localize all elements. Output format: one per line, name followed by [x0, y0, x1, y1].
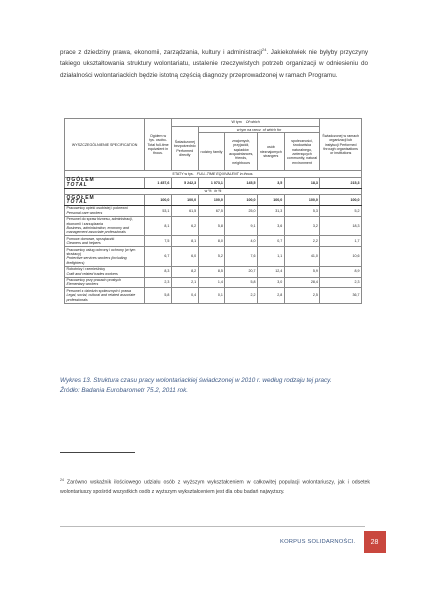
table-cell: 8,5 — [198, 266, 225, 277]
row-label — [65, 216, 145, 236]
row-label-en: Craft and related trades workers — [66, 271, 118, 276]
table-cell: 8,2 — [171, 266, 198, 277]
footer-title: KORPUS SOLIDARNOŚCI. — [280, 539, 356, 545]
total-pct-cell: 100,0 — [198, 195, 225, 206]
total-abs-cell: 215,3 — [320, 177, 362, 188]
data-table-figure — [64, 118, 362, 370]
table-cell: 41,0 — [284, 247, 320, 267]
table-row — [65, 216, 362, 236]
table-cell: 2,3 — [320, 277, 362, 288]
table-cell: 36,7 — [320, 288, 362, 303]
row-label-pl: Pracownicy przy pracach prostych — [66, 278, 122, 283]
total-pct-label — [65, 195, 145, 206]
row-label-pl: Pracownicy usług ochrony i ochrony (w tym strażacy) — [66, 247, 136, 256]
table-cell: 5,3 — [284, 205, 320, 216]
table-cell: 7,5 — [145, 236, 172, 247]
total-pct-cell: 100,0 — [225, 195, 258, 206]
table-cell: 5,8 — [198, 216, 225, 236]
footnote-text: Zarówno wskaźnik ilościowego udziału osób z wyższym wykształceniem w całkowitej populacji wolontariuszy, jak i odsetek wolontariuszy spośród wszystkich osób z wyższym wykształceniem jest dla obu badań najwyższy. — [60, 479, 370, 496]
table-cell: 4,0 — [225, 236, 258, 247]
total-pct-cell: 100,0 — [258, 195, 285, 206]
table-row — [65, 247, 362, 267]
table-cell: 8,1 — [145, 216, 172, 236]
table-cell: 2,5 — [284, 288, 320, 303]
table-cell: 53,1 — [145, 205, 172, 216]
table-row — [65, 266, 362, 277]
table-cell: 20,7 — [225, 266, 258, 277]
intro-text: prace z dziedziny prawa, ekonomii, zarządzania, kultury i administracji — [60, 49, 263, 57]
table-cell: 5,2 — [320, 205, 362, 216]
footnote-divider — [60, 452, 135, 453]
total-abs-cell: 18,3 — [284, 177, 320, 188]
row-label-en: Cleaners and helpers — [66, 241, 101, 246]
table-cell: 8,3 — [145, 266, 172, 277]
table-cell: 12,4 — [258, 266, 285, 277]
data-table — [64, 118, 362, 304]
col-header-6: Świadczonej w ramach organizacji lub instytucji Performed through organisations or institutions — [320, 119, 362, 171]
sub-ofwhich-label: of which for — [262, 127, 282, 132]
row-label-pl: Robotnicy i rzemieślnicy — [66, 267, 106, 272]
pct-label-en: in % — [214, 189, 222, 194]
total-abs-cell: 3,5 — [258, 177, 285, 188]
table-cell: 0,7 — [258, 236, 285, 247]
table-cell: 3,2 — [284, 216, 320, 236]
table-cell: 25,0 — [225, 205, 258, 216]
row-label-en: Elementary workers — [66, 282, 99, 287]
col-header-3: znajomych, przyjaciół, sąsiadów acquaintances, friends, neighbours — [225, 133, 258, 171]
row-label-en: Legal, social, cultural and related associate professionals — [66, 293, 136, 302]
table-cell: 7,6 — [225, 247, 258, 267]
total-abs-cell: 1 073,1 — [198, 177, 225, 188]
table-row — [65, 277, 362, 288]
table-row — [65, 236, 362, 247]
table-cell: 3,6 — [258, 216, 285, 236]
row-label — [65, 205, 145, 216]
col-header-5: społeczności, środowiska naturalnego, zwierzęcych community, natural environment — [284, 133, 320, 171]
total-absolute-row — [65, 177, 362, 188]
stub-header: WYSZCZEGÓLNIENIE SPECIFICATION — [65, 119, 145, 171]
table-cell: 8,0 — [198, 236, 225, 247]
row-label — [65, 247, 145, 267]
table-cell: 31,3 — [258, 205, 285, 216]
table-cell: 18,3 — [320, 216, 362, 236]
footer-divider — [60, 526, 365, 527]
total-label — [65, 177, 145, 188]
total-pct-cell: 100,0 — [284, 195, 320, 206]
total-label-pl: OGÓŁEM — [66, 177, 95, 184]
table-cell: 8,1 — [171, 236, 198, 247]
total-label-en: TOTAL — [66, 181, 88, 188]
fte-label: FULL-TIME EQUIVALENT in thous. — [196, 171, 254, 176]
table-cell: 61,5 — [171, 205, 198, 216]
pct-label-pl: w % — [204, 189, 212, 194]
row-label — [65, 236, 145, 247]
table-cell: 28,4 — [284, 277, 320, 288]
table-cell: 8,9 — [320, 266, 362, 277]
table-cell: 0,1 — [198, 288, 225, 303]
row-label-en: Protective services workers (including firefighters) — [66, 256, 127, 265]
row-label-pl: Personel z dziedzin społecznych i prawa — [66, 288, 132, 293]
total-pct-cell: 100,0 — [320, 195, 362, 206]
table-cell: 9,1 — [225, 216, 258, 236]
figure-caption — [60, 376, 370, 396]
table-cell: 67,5 — [198, 205, 225, 216]
table-cell: 0,4 — [171, 288, 198, 303]
table-cell: 5,8 — [225, 277, 258, 288]
footnote-ref[interactable]: 24 — [262, 47, 267, 52]
footnote — [60, 476, 370, 498]
table-row — [65, 205, 362, 216]
total-pct-cell: 100,0 — [145, 195, 172, 206]
row-label-pl: Pracownicy opieki osobistej i pokrewni — [66, 206, 128, 211]
table-cell: 1,1 — [258, 247, 285, 267]
page-footer — [280, 532, 386, 552]
row-label-en: Personal care workers — [66, 210, 103, 215]
footnote-number: 24 — [60, 478, 64, 482]
total-pct-cell: 100,0 — [171, 195, 198, 206]
table-cell: 5,8 — [145, 288, 172, 303]
table-cell: 2,2 — [284, 236, 320, 247]
total-pct-label-en: TOTAL — [66, 198, 88, 205]
col-header-1: Świadczonej bezpośrednio Performed directly — [171, 127, 198, 171]
table-cell: 2,8 — [258, 288, 285, 303]
etaty-label: ETATY w tys. — [172, 171, 194, 176]
row-label — [65, 277, 145, 288]
page-number: 28 — [364, 531, 386, 553]
intro-text-rest: . Jakiekolwiek nie byłyby przyczyny takiego ukształtowania struktury wolontariatu, ustalenie rzeczywistych potrzeb organizacji w odniesieniu do działalności wolontariackich będzie istotną częścią diagnozy przeprowadzonej w ramach Programu. — [60, 49, 368, 79]
total-abs-cell: 5 242,3 — [171, 177, 198, 188]
col-header-total: Ogółem w tys. osobo- Total full-time equivalent in thous. — [145, 119, 172, 171]
table-cell: 5,2 — [198, 247, 225, 267]
caption-title: Wykres 13. Struktura czasu pracy wolontariackiej świadczonej w 2010 r. według rodzaju tej pracy. — [60, 377, 332, 384]
table-cell: 3,0 — [258, 277, 285, 288]
row-label-en: Business, administration, economy and management associate professionals — [66, 225, 130, 235]
table-cell: 6,0 — [171, 247, 198, 267]
caption-source: Źródło: Badania Eurobarometr 75.2, 2011 rok. — [60, 387, 188, 394]
table-cell: 5,9 — [284, 266, 320, 277]
detail-rows — [65, 205, 362, 303]
total-abs-cell: 145,5 — [225, 177, 258, 188]
sub-wtym-label: w tym na rzecz — [236, 127, 261, 132]
row-label-pl: Pomoce domowe, sprzątaczki — [66, 236, 115, 241]
table-cell: 2,3 — [145, 277, 172, 288]
table-cell: 1,7 — [320, 236, 362, 247]
table-row — [65, 288, 362, 303]
table-cell: 2,2 — [225, 288, 258, 303]
group-header-wtym — [171, 119, 319, 127]
table-cell: 6,2 — [171, 216, 198, 236]
group-ofwhich-label: Of which — [245, 120, 260, 125]
row-label — [65, 288, 145, 303]
table-cell: 2,1 — [171, 277, 198, 288]
table-cell: 6,7 — [145, 247, 172, 267]
total-abs-cell: 1 457,6 — [145, 177, 172, 188]
col-header-4: osób nieznajomych strangers — [258, 133, 285, 171]
col-header-2: rodziny family — [198, 133, 225, 171]
total-percent-row — [65, 195, 362, 206]
table-cell: 10,6 — [320, 247, 362, 267]
table-cell: 1,4 — [198, 277, 225, 288]
row-label — [65, 266, 145, 277]
row-label-pl: Personel do spraw biznesu, administracji, ekonomii i zarządzania — [66, 217, 133, 226]
total-pct-label-pl: OGÓŁEM — [66, 194, 95, 201]
intro-paragraph — [60, 44, 368, 81]
group-wtym-label: W tym — [231, 120, 242, 125]
